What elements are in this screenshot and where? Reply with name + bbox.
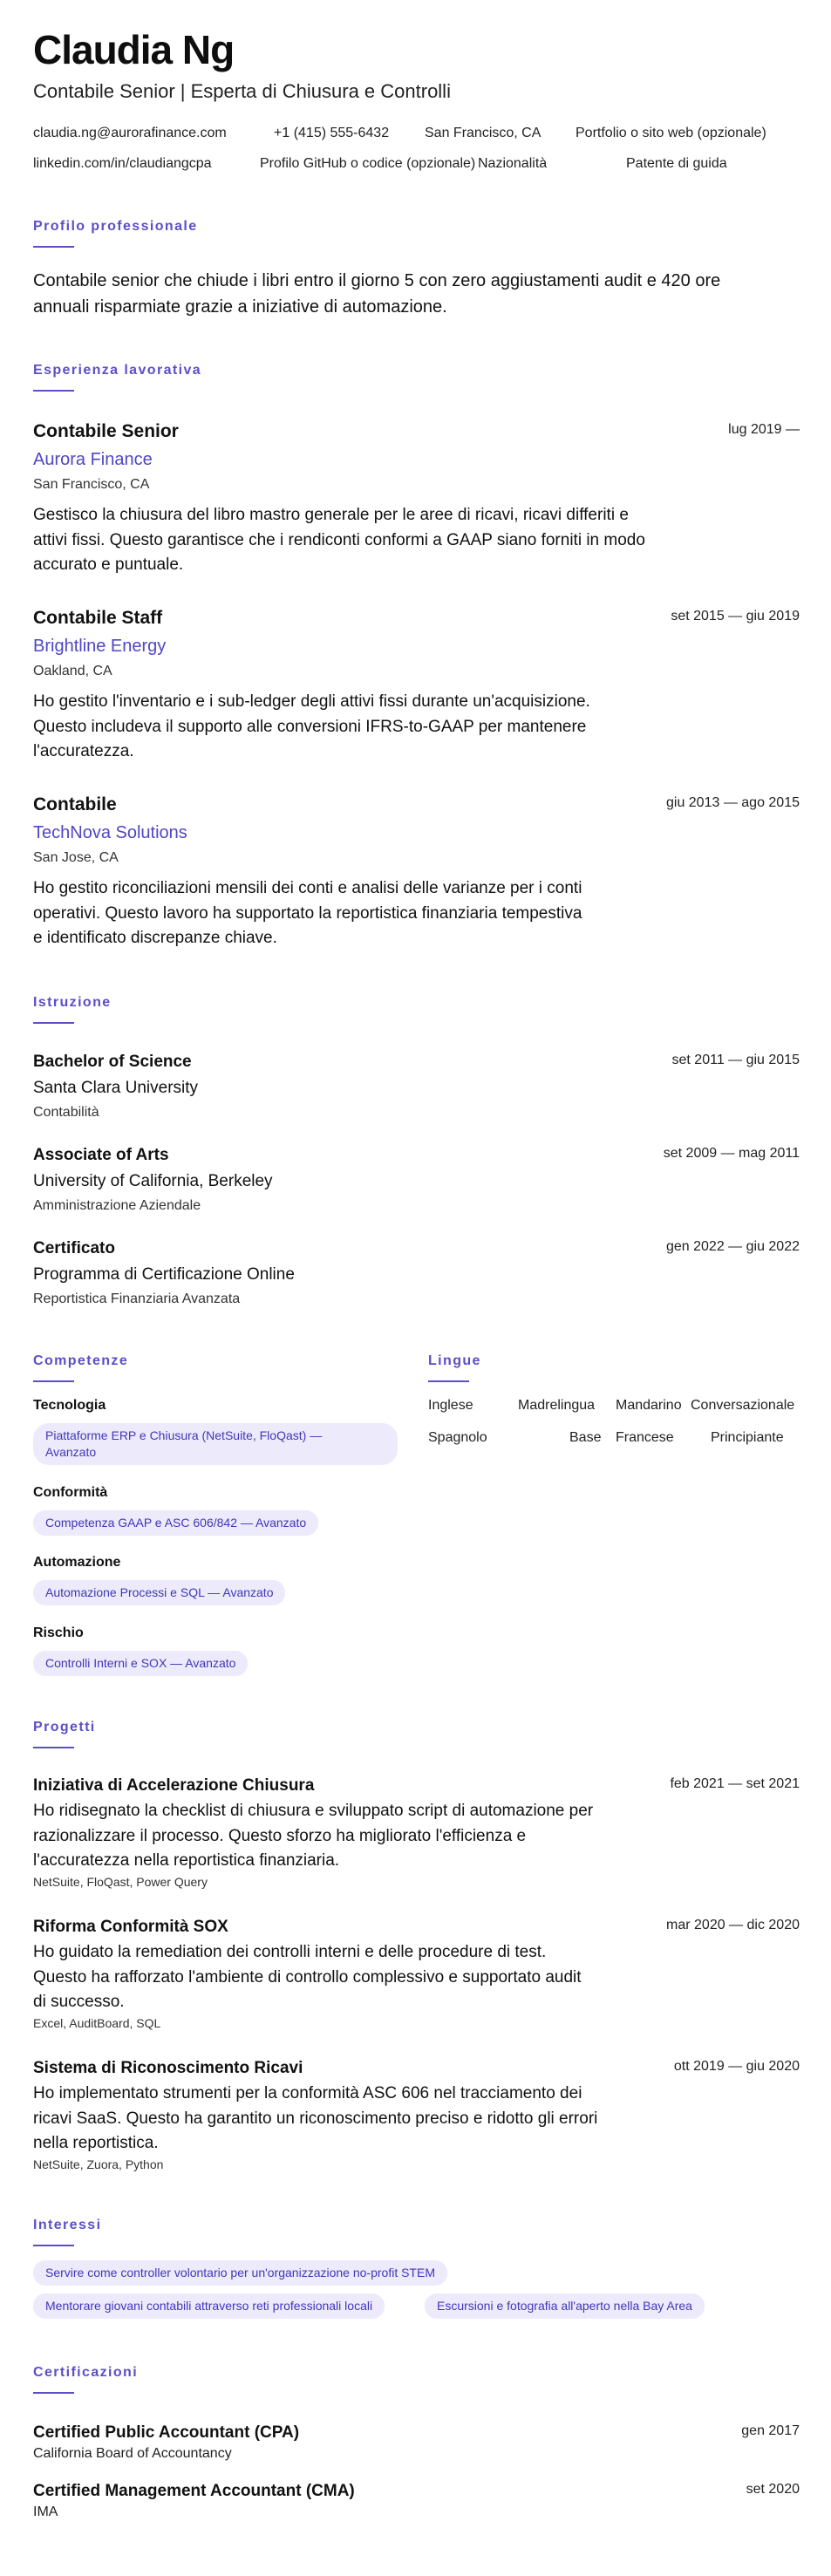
project-description-line: l'accuratezza nella reportistica finanziaria. (33, 1851, 340, 1870)
project-tech: Excel, AuditBoard, SQL (33, 2016, 161, 2030)
job-location: San Francisco, CA (33, 477, 150, 492)
project-tech: NetSuite, Zuora, Python (33, 2157, 164, 2171)
certification-issuer: California Board of Accountancy (33, 2446, 232, 2461)
profile-section-title: Profilo professionale (33, 219, 198, 234)
job-description-line: Ho gestito riconciliazioni mensili dei conti e analisi delle varianze per i conti (33, 879, 582, 897)
project-description-line: Ho ridisegnato la checklist di chiusura e sviluppato script di automazione per (33, 1802, 594, 1820)
project-description-line: nella reportistica. (33, 2134, 159, 2152)
skill-category: Conformità (33, 1485, 108, 1500)
education-field: Reportistica Finanziaria Avanzata (33, 1291, 241, 1306)
job-location: Oakland, CA (33, 664, 112, 678)
skill-pill (33, 1510, 318, 1536)
job-dates: set 2015 — giu 2019 (671, 609, 800, 624)
education-degree: Bachelor of Science (33, 1053, 192, 1071)
language-level: Madrelingua (518, 1398, 596, 1413)
project-description-line: Ho guidato la remediation dei controlli interni e delle procedure di test. (33, 1943, 547, 1961)
contact-nationality: Nazionalità (478, 156, 548, 171)
candidate-name: Claudia Ng (33, 27, 235, 72)
education-school: Programma di Certificazione Online (33, 1265, 295, 1284)
education-school: Santa Clara University (33, 1079, 199, 1097)
project-description-line: razionalizzare il processo. Questo sforzo ha migliorato l'efficienza e (33, 1826, 527, 1845)
skill-category: Tecnologia (33, 1398, 106, 1413)
language-name: Spagnolo (428, 1430, 487, 1445)
project-description-line: di successo. (33, 1993, 125, 2011)
experience-section-title: Esperienza lavorativa (33, 363, 202, 378)
projects-section-rule (33, 1747, 74, 1748)
contact-phone[interactable]: +1 (415) 555-6432 (274, 126, 390, 140)
skills-section-rule (33, 1380, 74, 1382)
job-location: San Jose, CA (33, 850, 119, 865)
certification-issuer: IMA (33, 2504, 58, 2519)
interests-section-rule (33, 2245, 74, 2246)
language-name: Mandarino (616, 1398, 682, 1413)
job-description (33, 503, 678, 578)
education-dates: set 2009 — mag 2011 (663, 1146, 800, 1161)
contact-email[interactable]: claudia.ng@aurorafinance.com (33, 126, 227, 140)
project-title: Riforma Conformità SOX (33, 1918, 228, 1936)
interest-pill: Escursioni e fotografia all'aperto nella Bay Area (425, 2293, 705, 2319)
contact-driving-license: Patente di guida (626, 156, 727, 171)
education-dates: gen 2022 — giu 2022 (665, 1239, 800, 1254)
job-description-line: attivi fissi. Questo garantisce che i rendiconti conformi a GAAP siano forniti in modo (33, 530, 645, 549)
certifications-section-rule (33, 2392, 74, 2394)
education-degree: Associate of Arts (33, 1146, 169, 1164)
education-school: University of California, Berkeley (33, 1172, 273, 1190)
certification-date: set 2020 (746, 2482, 800, 2497)
skills-section-title: Competenze (33, 1353, 129, 1368)
projects-section-title: Progetti (33, 1720, 96, 1734)
skill-pill (33, 1423, 398, 1465)
education-section-rule (33, 1022, 74, 1024)
project-description (33, 1799, 661, 1874)
job-company: Brightline Energy (33, 637, 167, 656)
interest-pill: Mentorare giovani contabili attraverso reti professionali locali (33, 2293, 385, 2319)
project-tech: NetSuite, FloQast, Power Query (33, 1875, 208, 1889)
job-description (33, 876, 678, 951)
skill-pill (33, 1580, 285, 1605)
project-description (33, 1940, 661, 2015)
job-company: Aurora Finance (33, 450, 153, 469)
contact-portfolio[interactable]: Portfolio o sito web (opzionale) (576, 126, 766, 140)
job-description-line: l'accuratezza. (33, 742, 134, 760)
skill-category: Rischio (33, 1625, 84, 1640)
education-field: Contabilità (33, 1105, 99, 1120)
contact-location: San Francisco, CA (425, 126, 542, 140)
project-dates: feb 2021 — set 2021 (670, 1776, 800, 1791)
education-dates: set 2011 — giu 2015 (671, 1053, 800, 1067)
certifications-section-title: Certificazioni (33, 2365, 139, 2380)
skill-pill (33, 1651, 248, 1676)
project-description-line: Questo ha rafforzato l'ambiente di controllo complessivo e supportato audit (33, 1967, 582, 1987)
interests-section-title: Interessi (33, 2218, 102, 2232)
project-description-line: Ho implementato strumenti per la conformità ASC 606 nel tracciamento dei (33, 2084, 582, 2102)
profile-summary: Contabile senior che chiude i libri entro il giorno 5 con zero aggiustamenti audit e 420 ore annuali risparmiate grazie a iniziative di automazione. (33, 271, 721, 317)
project-title: Iniziativa di Accelerazione Chiusura (33, 1776, 315, 1795)
job-dates: giu 2013 — ago 2015 (665, 795, 800, 810)
project-dates: ott 2019 — giu 2020 (673, 2059, 800, 2074)
education-section-title: Istruzione (33, 995, 112, 1010)
profile-section-rule (33, 246, 74, 248)
job-description-line: accurato e puntuale. (33, 555, 184, 574)
contact-github[interactable]: Profilo GitHub o codice (opzionale) (260, 156, 476, 171)
candidate-headline: Contabile Senior | Esperta di Chiusura e Controlli (33, 80, 451, 102)
contact-linkedin[interactable]: linkedin.com/in/claudiangcpa (33, 156, 212, 171)
certification-date: gen 2017 (741, 2423, 800, 2438)
project-dates: mar 2020 — dic 2020 (666, 1918, 800, 1932)
language-name: Inglese (428, 1398, 473, 1413)
project-description (33, 2082, 661, 2157)
experience-section-rule (33, 390, 74, 392)
project-title: Sistema di Riconoscimento Ricavi (33, 2059, 303, 2077)
job-description-line: Ho gestito l'inventario e i sub-ledger degli attivi fissi durante un'acquisizione. (33, 692, 590, 711)
certification-name: Certified Public Accountant (CPA) (33, 2423, 300, 2442)
job-dates: lug 2019 — (728, 422, 800, 437)
project-description-line: ricavi SaaS. Questo ha garantito un riconoscimento preciso e ridotto gli errori (33, 2109, 598, 2128)
skill-pill-line: Automazione Processi e SQL — Avanzato (45, 1585, 274, 1599)
education-field: Amministrazione Aziendale (33, 1198, 201, 1213)
language-level: Conversazionale (691, 1398, 795, 1413)
languages-section-title: Lingue (428, 1353, 481, 1368)
job-company: TechNova Solutions (33, 823, 187, 842)
skill-pill-line: Avanzato (45, 1445, 97, 1459)
job-description-line: operativi. Questo lavoro ha supportato la reportistica finanziaria tempestiva (33, 903, 582, 923)
job-description-line: e identificato discrepanze chiave. (33, 929, 277, 947)
job-title: Contabile (33, 794, 117, 814)
interest-pill: Servire come controller volontario per un'organizzazione no-profit STEM (33, 2260, 447, 2286)
education-degree: Certificato (33, 1239, 115, 1257)
language-level: Base (569, 1430, 602, 1445)
certification-name: Certified Management Accountant (CMA) (33, 2482, 355, 2500)
job-description-line: Questo includeva il supporto alle conversioni IFRS-to-GAAP per mantenere (33, 717, 587, 736)
language-level: Principiante (711, 1430, 784, 1445)
skill-pill-line: Competenza GAAP e ASC 606/842 — Avanzato (45, 1516, 307, 1530)
job-title: Contabile Staff (33, 608, 163, 628)
skill-category: Automazione (33, 1555, 121, 1570)
language-name: Francese (616, 1430, 674, 1445)
job-description-line: Gestisco la chiusura del libro mastro generale per le aree di ricavi, ricavi differiti e (33, 506, 629, 524)
job-title: Contabile Senior (33, 421, 179, 441)
job-description (33, 690, 678, 765)
skill-pill-line: Piattaforme ERP e Chiusura (NetSuite, FloQast) — (45, 1428, 323, 1442)
languages-section-rule (428, 1380, 469, 1382)
skill-pill-line: Controlli Interni e SOX — Avanzato (45, 1656, 236, 1670)
